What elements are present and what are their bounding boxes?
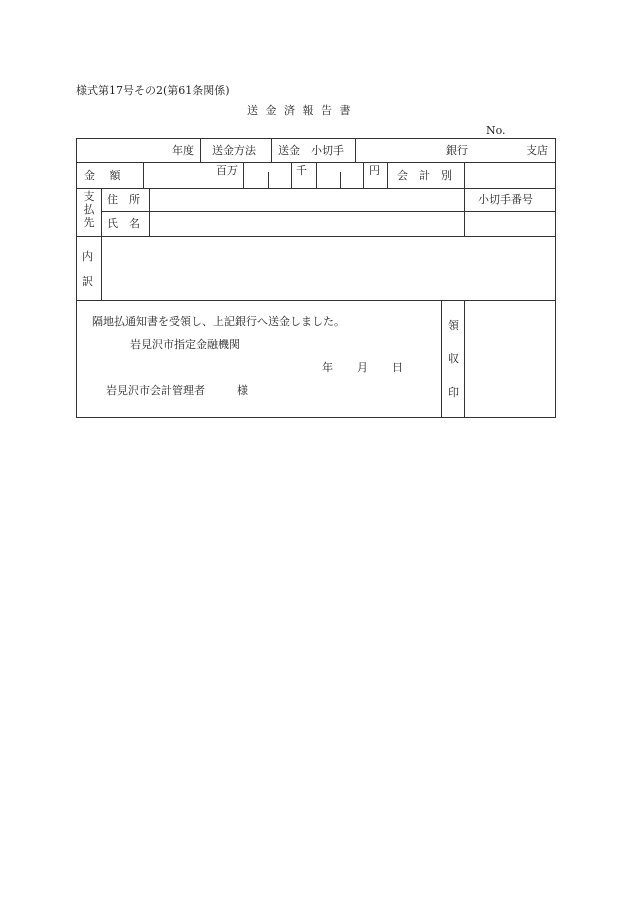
digit-tick — [340, 172, 341, 188]
column-divider — [200, 138, 201, 162]
million-unit: 百万 — [216, 164, 238, 177]
column-divider — [355, 138, 356, 162]
honorific: 様 — [237, 384, 248, 397]
amount-label: 金 額 — [84, 169, 121, 182]
date-month-label: 月 — [357, 361, 368, 374]
column-divider — [387, 162, 388, 188]
document-number-label: No. — [486, 124, 506, 137]
column-divider — [363, 162, 364, 188]
form-number: 様式第17号その2(第61条関係) — [76, 84, 230, 97]
branch-label: 支店 — [526, 144, 548, 157]
seal-label-3: 印 — [448, 386, 459, 399]
remittance-method-value: 送金 小切手 — [278, 144, 344, 157]
seal-label-1: 領 — [448, 319, 459, 332]
column-divider — [464, 300, 465, 418]
name-label: 氏 名 — [107, 217, 140, 230]
recipient-label: 岩見沢市会計管理者 — [106, 384, 205, 397]
seal-label-2: 収 — [448, 352, 459, 365]
row-divider — [76, 300, 556, 301]
column-divider — [271, 138, 272, 162]
column-divider — [464, 188, 465, 236]
remittance-method-label: 送金方法 — [212, 144, 256, 157]
date-year-label: 年 — [322, 361, 333, 374]
notice-body: 隔地払通知書を受領し、上記銀行へ送金しました。 — [92, 315, 345, 328]
column-divider — [101, 188, 102, 300]
page-title: 送 金 済 報 告 書 — [247, 104, 353, 117]
account-type-label: 会 計 別 — [397, 169, 452, 182]
column-divider — [441, 300, 442, 418]
row-divider — [76, 188, 556, 189]
details-label-top: 内 — [82, 250, 93, 263]
fiscal-year-label: 年度 — [172, 144, 194, 157]
column-divider — [243, 162, 244, 188]
column-divider — [464, 162, 465, 188]
digit-tick — [268, 172, 269, 188]
payee-label: 支 払 先 — [83, 190, 95, 229]
bank-label: 銀行 — [446, 144, 468, 157]
row-divider — [76, 236, 556, 237]
address-label: 住 所 — [107, 193, 140, 206]
column-divider — [291, 162, 292, 188]
column-divider — [316, 162, 317, 188]
column-divider — [143, 162, 144, 188]
row-divider — [101, 211, 556, 212]
date-day-label: 日 — [392, 361, 403, 374]
thousand-unit: 千 — [296, 164, 307, 177]
yen-unit: 円 — [369, 164, 380, 177]
check-number-label: 小切手番号 — [478, 193, 533, 206]
details-label-bottom: 訳 — [82, 275, 93, 288]
column-divider — [149, 188, 150, 236]
financial-institution: 岩見沢市指定金融機関 — [130, 338, 240, 351]
